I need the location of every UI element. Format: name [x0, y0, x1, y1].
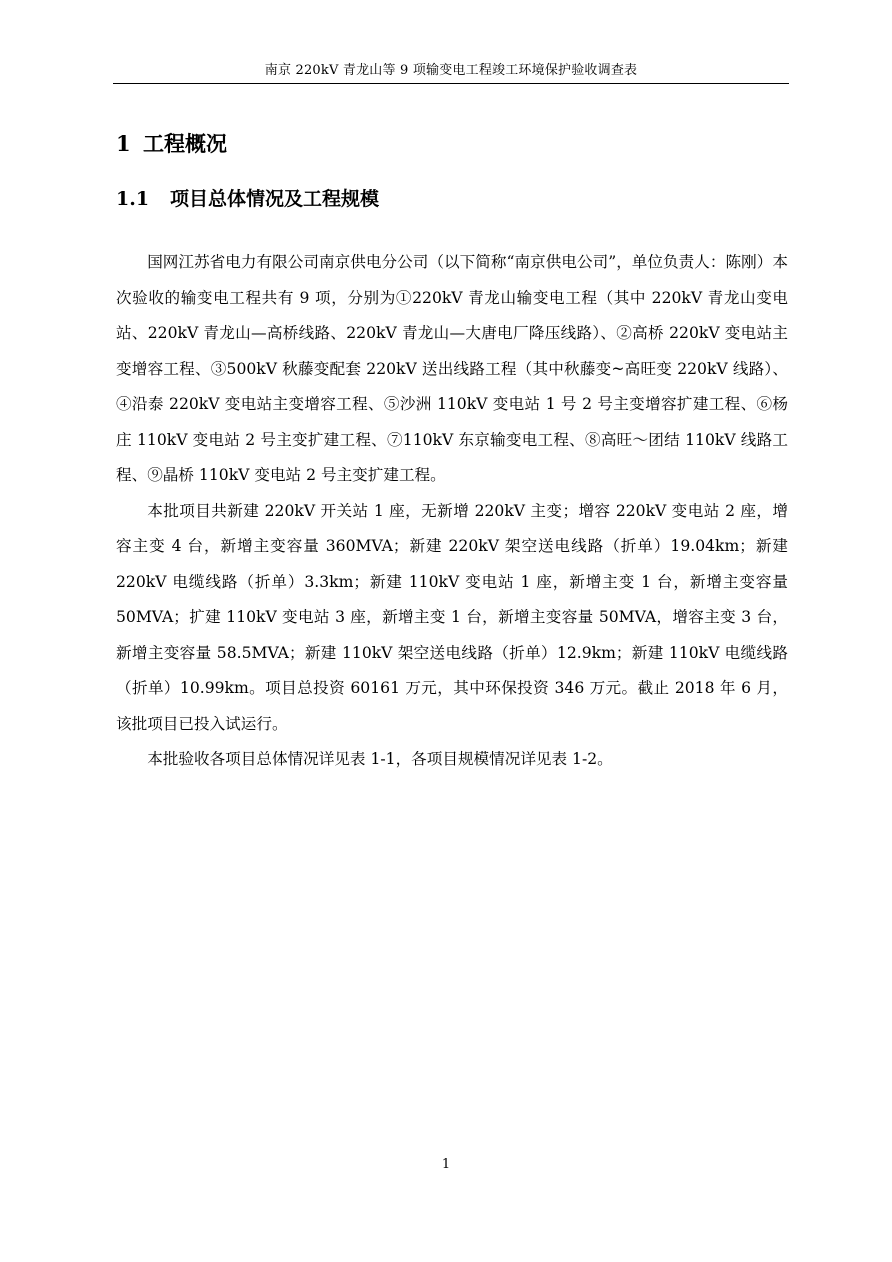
section-heading: [116, 130, 227, 158]
subsection-heading: [116, 186, 379, 212]
subsection-title: 项目总体情况及工程规模: [170, 188, 380, 210]
paragraph-project-scale: 本批项目共新建 220kV 开关站 1 座，无新增 220kV 主变；增容 220kV 变电站 2 座，增容主变 4 台，新增主变容量 360MVA；新建 220kV 架空送电线路（折单）19.04km；新建 220kV 电缆线路（折单）3.3km；新建 110kV 变电站 1 座，新增主变 1 台，新增主变容量 50MVA；扩建 110kV 变电站 3 座，新增主变 1 台，新增主变容量 50MVA，增容主变 3 台，新增主变容量 58.5MVA；新建 110kV 架空送电线路（折单）12.9km；新建 110kV 电缆线路（折单）10.99km。项目总投资 60161 万元，其中环保投资 346 万元。截止 2018 年 6 月，该批项目已投入试运行。: [116, 501, 788, 733]
paragraph-table-reference: 本批验收各项目总体情况详见表 1-1，各项目规模情况详见表 1-2。: [147, 750, 613, 768]
header-rule: [113, 83, 789, 84]
body-text: [116, 245, 788, 778]
section-title: 工程概况: [143, 131, 227, 156]
page-number: 1: [441, 1157, 451, 1172]
running-header: 南京 220kV 青龙山等 9 项输变电工程竣工环境保护验收调查表: [264, 63, 638, 78]
section-number: 1: [116, 131, 131, 156]
paragraph-project-overview: 国网江苏省电力有限公司南京供电分公司（以下简称“南京供电公司”，单位负责人：陈刚）本次验收的输变电工程共有 9 项，分别为①220kV 青龙山输变电工程（其中 220kV 青龙山变电站、220kV 青龙山—高桥线路、220kV 青龙山—大唐电厂降压线路）、②高桥 220kV 变电站主变增容工程、③500kV 秋藤变配套 220kV 送出线路工程（其中秋藤变~高旺变 220kV 线路）、④沿泰 220kV 变电站主变增容工程、⑤沙洲 110kV 变电站 1 号 2 号主变增容扩建工程、⑥杨庄 110kV 变电站 2 号主变扩建工程、⑦110kV 东京输变电工程、⑧高旺～团结 110kV 线路工程、⑨晶桥 110kV 变电站 2 号主变扩建工程。: [116, 253, 788, 484]
subsection-number: 1.1: [116, 188, 150, 210]
